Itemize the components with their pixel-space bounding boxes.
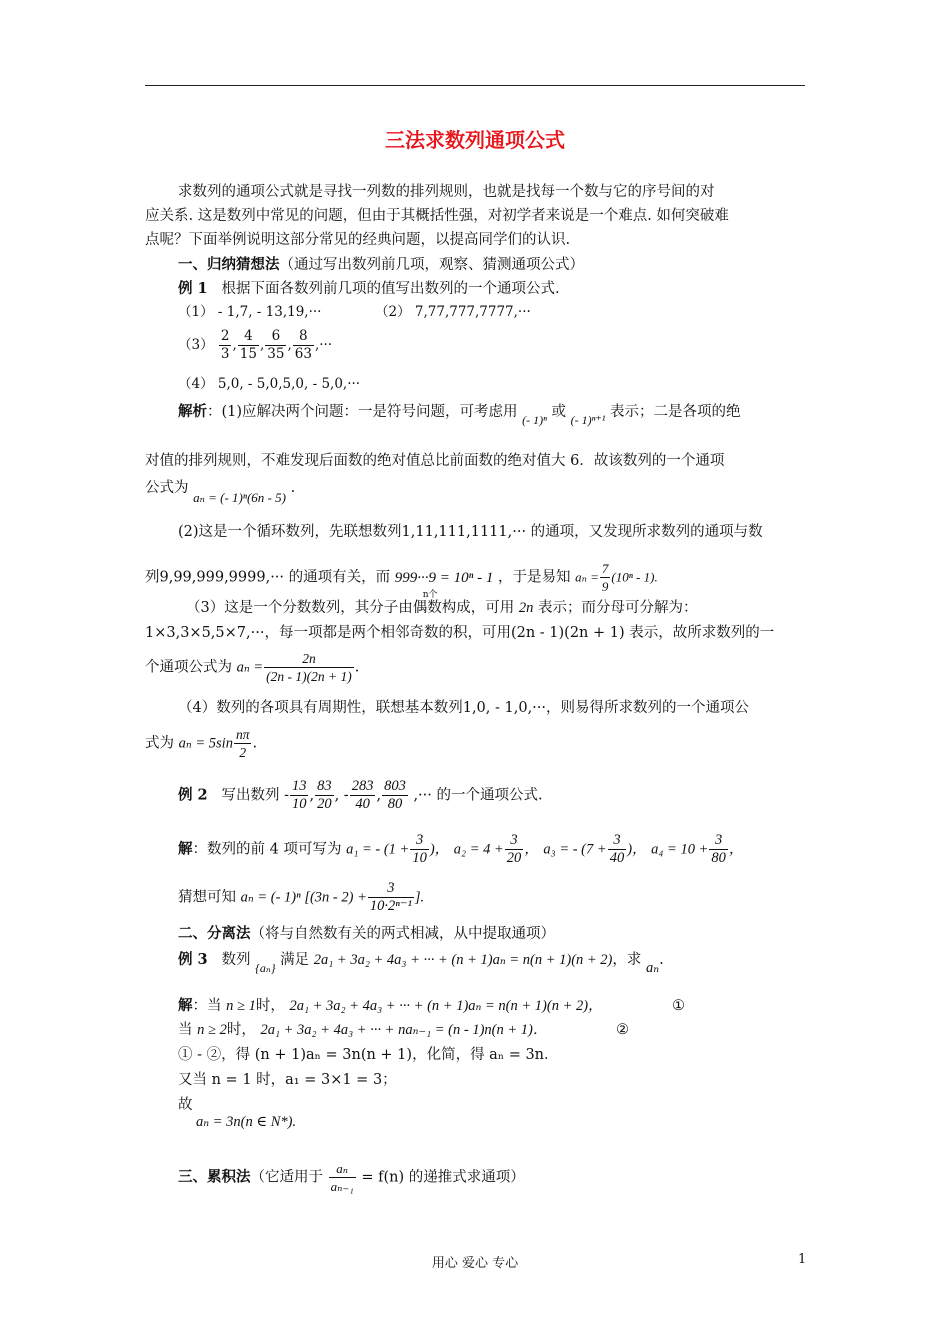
formula: aₙ = (- 1)ⁿ(6n - 5) <box>193 490 286 505</box>
formula-fraction: $\frac{7}{9}$ <box>601 561 609 594</box>
solution-3-therefore: 故 <box>178 1097 193 1113</box>
solution-2-line-1: (2)这是一个循环数列，先联想数列1,11,111,1111,··· 的通项，又发现所求数列的通项与数 <box>178 524 763 540</box>
header-rule <box>145 85 805 86</box>
q3-fraction: $\frac{8}{63}$ <box>294 328 312 362</box>
section-1-title: 一、归纳猜想法 <box>178 256 280 273</box>
section-3-heading: 三、累积法（它适用于 $\frac{\text{aₙ}}{\text{aₙ₋₁}}$ = f(n) 的递推式求通项） <box>178 1161 525 1194</box>
formula-fraction: $\frac{3}{\text{10·2ⁿ⁻¹}}$ <box>369 880 412 914</box>
formula: (- 1)ⁿ⁺¹ <box>570 413 606 427</box>
formula-fraction: $\frac{2n}{(2n - 1)(2n + 1)}$ <box>266 651 352 684</box>
solution-3-case-1: 解：当 n ≥ 1时， 2a₁ + 3a₂ + 4a₃ + ··· + (n + 1)aₙ = n(n + 1)(n + 2)， <box>178 997 603 1014</box>
example-2: 例 2 写出数列 - $\frac{13}{10}$ , $\frac{83}{20}$ , - $\frac{283}{40}$ , $\frac{803}{80}$ ,··· 的一个通项公式. <box>178 778 543 812</box>
solution-4-line-1: （4）数列的各项具有周期性，联想基本数列1,0, - 1,0,···，则易得所求数列的一个通项公 <box>178 700 750 716</box>
example-3: 例 3 数列 $_{\{a_n\}}$ 满足 2a₁ + 3a₂ + 4a₃ + ··· + (n + 1)aₙ = n(n + 1)(n + 2)，求 aₙ. <box>178 951 664 976</box>
solution-1-line-3: 公式为 aₙ = (- 1)ⁿ(6n - 5) . <box>145 480 296 505</box>
example-1-text: 根据下面各数列前几项的值写出数列的一个通项公式. <box>221 281 560 297</box>
solution-3-subtract: ① - ②，得 (n + 1)aₙ = 3n(n + 1)，化简，得 aₙ = 3n． <box>178 1047 559 1063</box>
term-fraction: $\frac{803}{80}$ <box>384 778 406 812</box>
q3-fraction: $\frac{6}{35}$ <box>267 328 285 362</box>
solution-3-n1: 又当 n = 1 时，a₁ = 3×1 = 3； <box>178 1072 397 1088</box>
solution-3-case-2: 当 n ≥ 2时， 2a₁ + 3a₂ + 4a₃ + ··· + naₙ₋₁ = (n - 1)n(n + 1)． <box>178 1022 548 1038</box>
intro-line-3: 点呢？下面举例说明这部分常见的经典问题，以提高同学们的认识. <box>145 232 571 248</box>
term-fraction: $\frac{83}{20}$ <box>317 778 332 812</box>
term-fraction: $\frac{13}{10}$ <box>291 778 307 812</box>
nines-formula: 999···9 = 10ⁿ - 1 n个 <box>394 569 494 600</box>
section-1-note: （通过写出数列前几项，观察、猜测通项公式） <box>279 257 584 273</box>
question-2: （2） 7,77,777,7777,··· <box>375 304 531 320</box>
section-2-heading: 二、分离法（将与自然数有关的两式相减，从中提取通项） <box>178 925 555 942</box>
solution-3-line-2: 1×3,3×5,5×7,···，每一项都是两个相邻奇数的积，可用(2n - 1)(2n + 1) 表示，故所求数列的一 <box>145 625 775 641</box>
intro-line-2: 应关系. 这是数列中常见的问题，但由于其概括性强，对初学者来说是一个难点. 如何突破难 <box>145 208 729 224</box>
example-1 <box>178 279 560 299</box>
solution-label: 解析 <box>178 403 207 420</box>
solution-2-line-2: 列9,99,999,9999,··· 的通项有关，而 999···9 = 10ⁿ - 1 n个 ，于是易知 aₙ = $\frac{7}{9}$ (10ⁿ - 1). <box>145 561 658 600</box>
question-4: （4） 5,0, - 5,0,5,0, - 5,0,··· <box>178 376 361 392</box>
page-number: 1 <box>798 1252 807 1267</box>
equation-mark-2: ② <box>616 1022 629 1038</box>
solution-3-line-3: 个通项公式为 aₙ = $\frac{2n}{(2n - 1)(2n + 1)}$ . <box>145 651 360 684</box>
term-fraction: $\frac{283}{40}$ <box>351 778 374 812</box>
solution-4-line-2: 式为 aₙ = 5sin $\frac{n\pi}{2}$ . <box>145 727 258 760</box>
intro-line-1: 求数列的通项公式就是寻找一列数的排列规则，也就是找每一个数与它的序号间的对 <box>178 184 715 200</box>
question-3: （3） $\frac{2}{3}$ , $\frac{4}{15}$ , $\frac{6}{35}$ , $\frac{8}{63}$ ,··· <box>178 328 333 362</box>
solution-3-result: aₙ = 3n(n ∈ N*). <box>196 1114 297 1130</box>
formula-fraction: $\frac{3}{20}$ <box>506 832 522 866</box>
q3-fraction: $\frac{2}{3}$ <box>220 328 230 362</box>
question-3-prefix: （3） <box>178 337 214 353</box>
formula-fraction: $\frac{n\pi}{2}$ <box>235 727 250 760</box>
equation-mark-1: ① <box>672 998 685 1014</box>
solution-1-line-1: 解析：(1)应解决两个问题：一是符号问题，可考虑用 $_{(- 1)^n}$ 或 $_{(- 1)^{n+1}}$ 表示；二是各项的绝 <box>178 403 741 427</box>
solution-1-line-2: 对值的排列规则，不难发现后面数的绝对值总比前面数的绝对值大 6．故该数列的一个通项 <box>145 453 725 469</box>
question-1: （1） - 1,7, - 13,19,··· <box>178 304 322 320</box>
example-1-label: 例 1 <box>178 280 208 297</box>
example-2-guess: 猜想可知 aₙ = (- 1)ⁿ [(3n - 2) + $\frac{3}{\text{10·2ⁿ⁻¹}}$ ]. <box>178 880 425 914</box>
formula-fraction: $\frac{3}{80}$ <box>711 832 726 866</box>
formula-fraction: $\frac{3}{40}$ <box>609 832 625 866</box>
example-2-label: 例 2 <box>178 786 208 804</box>
formula-fraction: $\frac{\text{aₙ}}{\text{aₙ₋₁}}$ <box>330 1161 354 1194</box>
formula: (- 1)ⁿ <box>522 413 547 427</box>
formula-fraction: $\frac{3}{10}$ <box>412 832 427 866</box>
example-2-solution: 解：数列的前 4 项可写为 a₁ = - (1 + $\frac{3}{10}$ )， a₂ = 4 + $\frac{3}{20}$ ， a₃ = - (7 + $\frac{3}{40}$ )， a₄ = 10 + $\frac{3}{80}$ ， <box>178 832 744 866</box>
page-title: 三法求数列通项公式 <box>385 128 565 152</box>
q3-fraction: $\frac{4}{15}$ <box>239 328 257 362</box>
solution-3-line-1: （3）这是一个分数数列，其分子由偶数构成，可用 2n 表示；而分母可分解为： <box>186 600 698 616</box>
section-1-heading <box>178 255 584 275</box>
footer-motto: 用心 爱心 专心 <box>431 1256 519 1271</box>
